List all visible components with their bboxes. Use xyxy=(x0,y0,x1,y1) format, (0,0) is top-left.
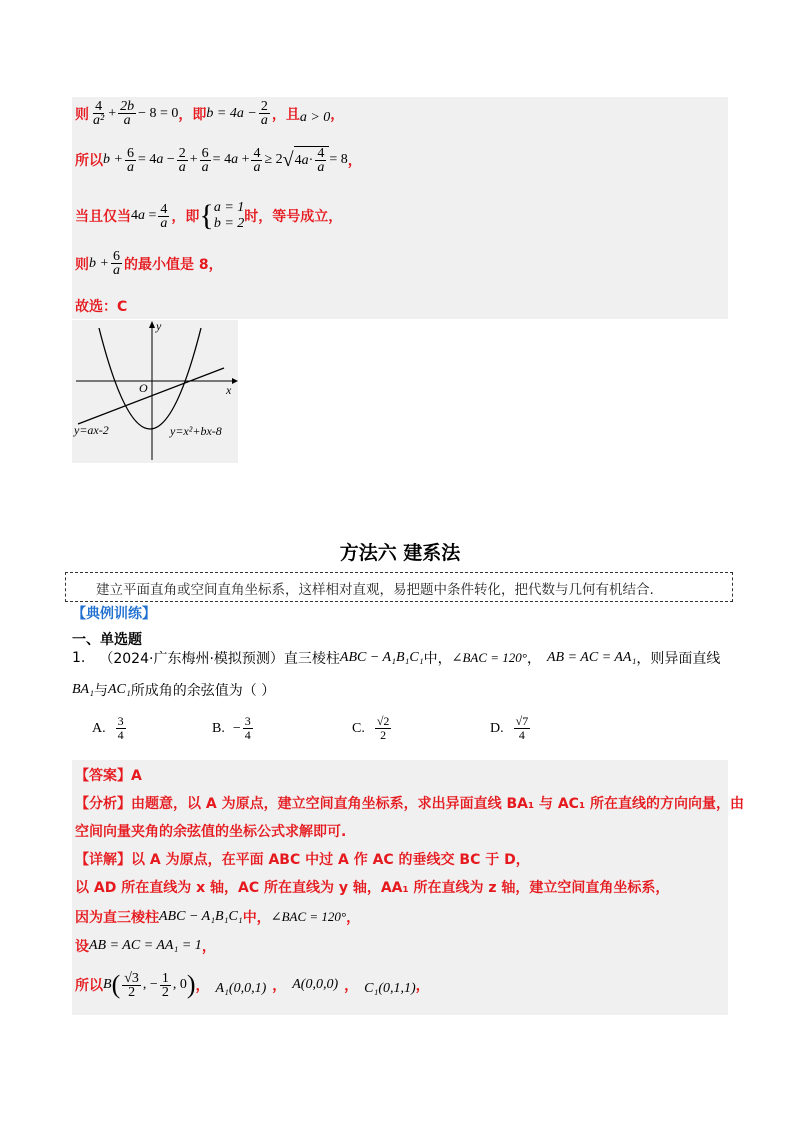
x-axis-label: x xyxy=(226,383,232,397)
option-c[interactable]: C. $\frac{√2}{2}$ xyxy=(352,714,390,742)
fraction: $\frac{4}{a}$ xyxy=(253,145,261,175)
fraction: $\frac{2}{a}$ xyxy=(178,145,186,175)
method-title: 方法六 建系法 xyxy=(339,542,461,564)
parabola-label: y=x²+bx-8 xyxy=(170,424,222,438)
analysis-line-2: 空间向量夹角的余弦值的坐标公式求解即可. xyxy=(75,824,347,840)
fraction: $\frac{6}{a}$ xyxy=(126,145,134,175)
detail-line-1: 【详解】以 A 为原点，在平面 ABC 中过 A 作 AC 的垂线交 BC 于 D， xyxy=(75,852,530,868)
line-label: y=ax-2 xyxy=(74,423,109,437)
option-b[interactable]: B. − $\frac{3}{4}$ xyxy=(212,714,251,742)
solution-line-2: 所以 b + $\frac{6}{a}$ = 4a − $\frac{2}{a}$ + $\frac{6}{a}$ = 4a + $\frac{4}{a}$ ≥ 2 √ 4a· $\frac{4}{a}$ = 8 ， xyxy=(75,145,362,175)
x-axis-arrow xyxy=(232,378,238,384)
question-line-1: 1. （2024·广东梅州·模拟预测）直三棱柱 ABC − A₁B₁C₁ 中， ∠BAC = 120° ， AB = AC = AA₁ ，则异面直线 xyxy=(72,650,721,667)
solution-line-4: 则 b + $\frac{6}{a}$ 的最小值是 8， xyxy=(75,249,223,278)
graph-svg xyxy=(72,320,238,463)
question-line-2: BA₁ 与 AC₁ 所成角的余弦值为（ ） xyxy=(72,682,276,699)
fraction: $\frac{6}{a}$ xyxy=(112,249,120,278)
line-graph xyxy=(78,368,224,424)
section-label: 【典例训练】 xyxy=(72,606,156,622)
detail-line-4: 设 AB = AC = AA₁ = 1 ， xyxy=(75,938,216,955)
solution-line-3: 当且仅当 4a = $\frac{4}{a}$ ，即 { a = 1 b = 2 时，等号成立， xyxy=(75,199,343,232)
method-description: 建立平面直角或空间直角坐标系，这样相对直观，易把题中条件转化，把代数与几何有机结合. xyxy=(96,582,654,598)
function-graph xyxy=(72,320,238,463)
solution-line-1: 则 $\frac{4}{\text{a²}}$ + $\frac{2b}{a}$ − 8 = 0 ，即 b = 4a − $\frac{2}{a}$ ，且 a > 0 ， xyxy=(75,99,345,128)
method-description-box xyxy=(65,572,733,602)
y-axis-arrow xyxy=(149,321,155,328)
fraction: $\frac{4}{a}$ xyxy=(160,201,168,231)
detail-line-2: 以 AD 所在直线为 x 轴，AC 所在直线为 y 轴，AA₁ 所在直线为 z 轴，建立空间直角坐标系， xyxy=(75,880,670,896)
answer-line: 【答案】A xyxy=(75,768,142,784)
solution-line-5: 故选：C xyxy=(75,299,128,315)
section-heading: 一、单选题 xyxy=(72,632,142,648)
detail-line-3: 因为直三棱柱 ABC − A₁B₁C₁ 中， ∠BAC = 120° ， xyxy=(75,909,361,926)
fraction: $\frac{6}{a}$ xyxy=(201,145,209,175)
fraction: $\frac{2}{a}$ xyxy=(260,99,268,128)
parabola-curve xyxy=(99,328,201,429)
fraction: $\frac{4}{\text{a²}}$ xyxy=(93,99,105,128)
fraction: $\frac{2b}{a}$ xyxy=(120,99,135,128)
option-d[interactable]: D. $\frac{√7}{4}$ xyxy=(490,714,529,742)
y-axis-label: y xyxy=(156,320,162,333)
analysis-line-1: 【分析】由题意，以 A 为原点，建立空间直角坐标系，求出异面直线 BA₁ 与 AC₁ 所在直线的方向向量，由 xyxy=(75,796,744,812)
origin-label: O xyxy=(139,381,148,395)
option-a[interactable]: A. $\frac{3}{4}$ xyxy=(92,714,124,742)
detail-line-5: 所以 B ( $\frac{√3}{2}$ , − $\frac{1}{2}$ , 0 ) ， A₁(0,0,1) ， A(0,0,0) ， C₁(0,1,1) ， xyxy=(75,970,430,1000)
